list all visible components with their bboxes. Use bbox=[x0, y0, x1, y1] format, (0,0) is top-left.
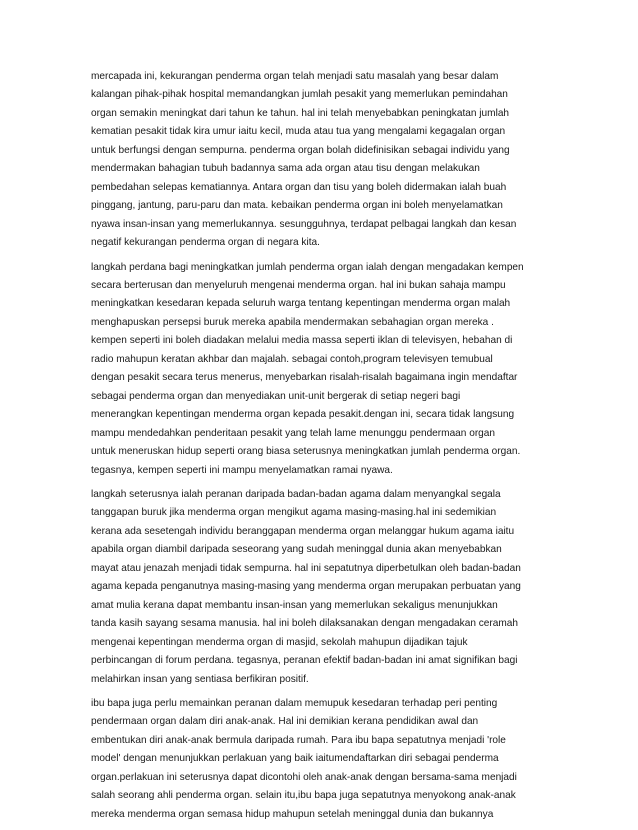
text-line: untuk berfungsi dengan sempurna. penderma organ bolah didefinisikan sebagai individu yang bbox=[91, 144, 510, 156]
paragraph bbox=[91, 259, 551, 480]
text-line: menerangkan kepentingan menderma organ kepada pesakit.dengan ini, secara tidak langsung bbox=[91, 409, 515, 421]
text-line: organ semakin meningkat dari tahun ke tahun. hal ini telah menyebabkan peningkatan jumlah bbox=[91, 107, 510, 119]
text-line: nyawa insan-insan yang memerlukannya. sesungguhnya, terdapat pelbagai langkah dan kesan bbox=[91, 218, 517, 230]
text-line: tegasnya, kempen seperti ini mampu menyelamatkan ramai nyawa. bbox=[91, 464, 393, 476]
text-line: agama kepada penganutnya masing-masing yang menderma organ merupakan perbuatan yang bbox=[91, 581, 521, 593]
text-line: sebagai penderma organ dan menyediakan unit-unit bergerak di setiap negeri bagi bbox=[91, 390, 461, 402]
text-line: mereka menderma organ semasa hidup mahupun setelah meninggal dunia dan bukannya bbox=[91, 808, 494, 820]
text-line: kalangan pihak-pihak hospital memandangkan jumlah pesakit yang memerlukan pemindahan bbox=[91, 89, 508, 101]
paragraph bbox=[91, 695, 551, 824]
text-line: amat mulia kerana dapat membantu insan-insan yang memerlukan sekaligus menunjukkan bbox=[91, 599, 498, 611]
text-line: mercapada ini, kekurangan penderma organ telah menjadi satu masalah yang besar dalam bbox=[91, 71, 499, 82]
text-line: mampu mendedahkan penderitaan pesakit yang telah lame menunggu pendermaan organ bbox=[91, 427, 496, 439]
text-line: embentukan diri anak-anak bermula daripada rumah. Para ibu bapa sepatutnya menjadi 'role bbox=[91, 734, 506, 746]
text-line: apabila organ diambil daripada seseorang yang sudah meninggal dunia akan menyebabkan bbox=[91, 544, 502, 556]
text-line: organ.perlakuan ini seterusnya dapat dicontohi oleh anak-anak dengan bersama-sama menjadi bbox=[91, 771, 517, 783]
text-line: tanggapan buruk jika menderma organ mengikut agama masing-masing.hal ini sedemikian bbox=[91, 507, 497, 519]
text-line: ibu bapa juga perlu memainkan peranan dalam memupuk kesedaran terhadap peri penting bbox=[91, 697, 498, 709]
text-line: salah seorang ahli penderma organ. selain itu,ibu bapa juga sepatutnya menyokong anak-anak bbox=[91, 790, 516, 802]
text-line: dengan pesakit secara terus menerus, menyebarkan risalah-risalah bagaimana ingin mendaftar bbox=[91, 372, 518, 384]
text-line: kempen seperti ini boleh diadakan melalui media massa seperti iklan di televisyen, hebahan di bbox=[91, 335, 513, 347]
text-line: radio mahupun keratan akhbar dan majalah. sebagai contoh,program televisyen temubual bbox=[91, 353, 493, 365]
text-line: kerana ada sesetengah individu beranggapan menderma organ melanggar hukum agama iaitu bbox=[91, 525, 515, 537]
text-line: langkah perdana bagi meningkatkan jumlah penderma organ ialah dengan mengadakan kempen bbox=[91, 261, 524, 273]
text-line: melahirkan insan yang sentiasa berfikiran positif. bbox=[91, 673, 309, 685]
paragraph bbox=[91, 486, 551, 689]
text-line: pembedahan selepas kematiannya. Antara organ dan tisu yang boleh didermakan ialah buah bbox=[91, 181, 507, 193]
text-line: mengenai kepentingan menderma organ di masjid, sekolah mahupun dijadikan tajuk bbox=[91, 636, 468, 648]
text-line: pendermaan organ dalam diri anak-anak. Hal ini demikian kerana pendidikan awal dan bbox=[91, 716, 479, 728]
text-line: tanda kasih sayang sesama manusia. hal ini boleh dilaksanakan dengan mengadakan ceramah bbox=[91, 618, 519, 630]
text-line: secara berterusan dan menyeluruh mengenai menderma organ. hal ini bukan sahaja mampu bbox=[91, 279, 506, 291]
text-line: pinggang, jantung, paru-paru dan mata. kebaikan penderma organ ini boleh menyelamatkan bbox=[91, 200, 503, 212]
text-line: meningkatkan kesedaran kepada seluruh warga tentang kepentingan menderma organ malah bbox=[91, 298, 511, 310]
text-line: kematian pesakit tidak kira umur iaitu kecil, muda atau tua yang mengalami kegagalan organ bbox=[91, 126, 506, 138]
paragraph bbox=[91, 68, 551, 253]
text-line: perbincangan di forum perdana. tegasnya, peranan efektif badan-badan ini amat signifikan bagi bbox=[91, 655, 518, 667]
text-line: mendermakan bahagian tubuh badannya sama ada organ atau tisu dengan melakukan bbox=[91, 163, 480, 175]
text-line: langkah seterusnya ialah peranan daripada badan-badan agama dalam menyangkal segala bbox=[91, 488, 501, 500]
text-line: untuk meneruskan hidup seperti orang biasa seterusnya meningkatkan jumlah penderma organ. bbox=[91, 446, 521, 458]
document-body bbox=[91, 68, 551, 830]
text-line: negatif kekurangan penderma organ di negara kita. bbox=[91, 237, 320, 249]
text-line: menghapuskan persepsi buruk mereka apabila mendermakan sebahagian organ mereka . bbox=[91, 316, 494, 328]
text-line: model' dengan menunjukkan perlakuan yang baik iaitumendaftarkan diri sebagai penderma bbox=[91, 753, 499, 765]
text-line: mayat atau jenazah menjadi tidak sempurna. hal ini sepatutnya diperbetulkan oleh badan-badan bbox=[91, 562, 521, 574]
